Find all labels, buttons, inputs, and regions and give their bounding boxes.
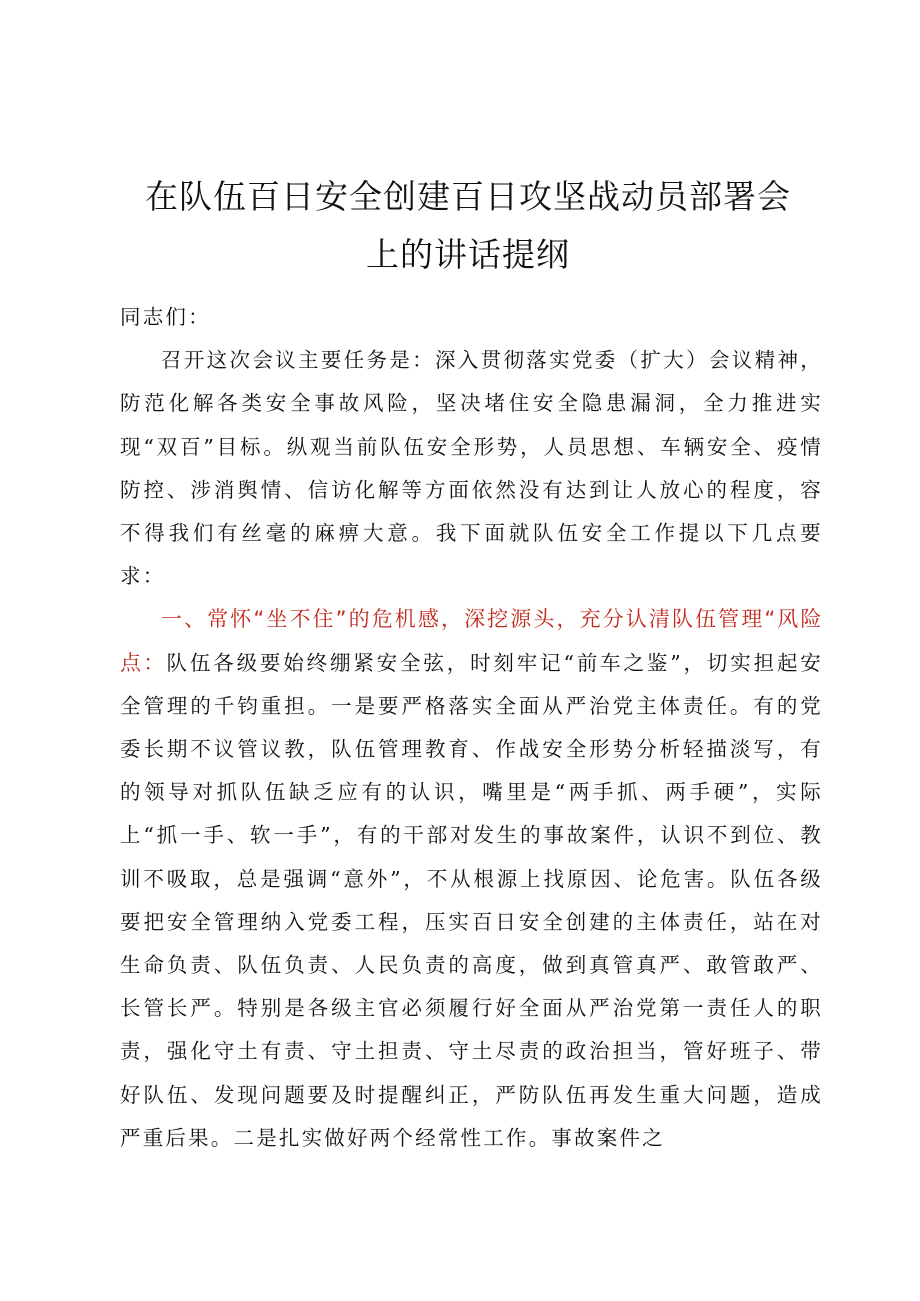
- section-1-body: 队伍各级要始终绷紧安全弦，时刻牢记“前车之鉴”，切实担起安全管理的千钧重担。一是要严格落实全面从严治党主体责任。有的党委长期不议管议教，队伍管理教育、作战安全形势分析轻描淡写，有的领导对抓队伍缺乏应有的认识，嘴里是“两手抓、两手硬”，实际上“抓一手、软一手”，有的干部对发生的事故案件，认识不到位、教训不吸取，总是强调“意外”，不从根源上找原因、论危害。队伍各级要把安全管理纳入党委工程，压实百日安全创建的主体责任，站在对生命负责、队伍负责、人民负责的高度，做到真管真严、敢管敢严、长管长严。特别是各级主官必须履行好全面从严治党第一责任人的职责，强化守土有责、守土担责、守土尽责的政治担当，管好班子、带好队伍、发现问题要及时提醒纠正，严防队伍再发生重大问题，造成严重后果。二是扎实做好两个经常性工作。事故案件之: [120, 650, 824, 1150]
- salutation: 同志们：: [120, 305, 211, 329]
- document-title: [118, 168, 818, 284]
- section-1-paragraph: [120, 598, 823, 1160]
- section-1-heading: 一、常怀“坐不住”的危机感，深挖源头，充分认清队伍管理“风险点：: [120, 607, 823, 675]
- intro-paragraph: 召开这次会议主要任务是：深入贯彻落实党委（扩大）会议精神，防范化解各类安全事故风险，坚决堵住安全隐患漏洞，全力推进实现“双百”目标。纵观当前队伍安全形势，人员思想、车辆安全、疫情防控、涉消舆情、信访化解等方面依然没有达到让人放心的程度，容不得我们有丝毫的麻痹大意。我下面就队伍安全工作提以下几点要求：: [120, 348, 823, 589]
- title-line-2: 上的讲话提纲: [366, 235, 570, 274]
- title-line-1: 在队伍百日安全创建百日攻坚战动员部署会: [145, 177, 791, 216]
- document-body: [120, 296, 823, 1160]
